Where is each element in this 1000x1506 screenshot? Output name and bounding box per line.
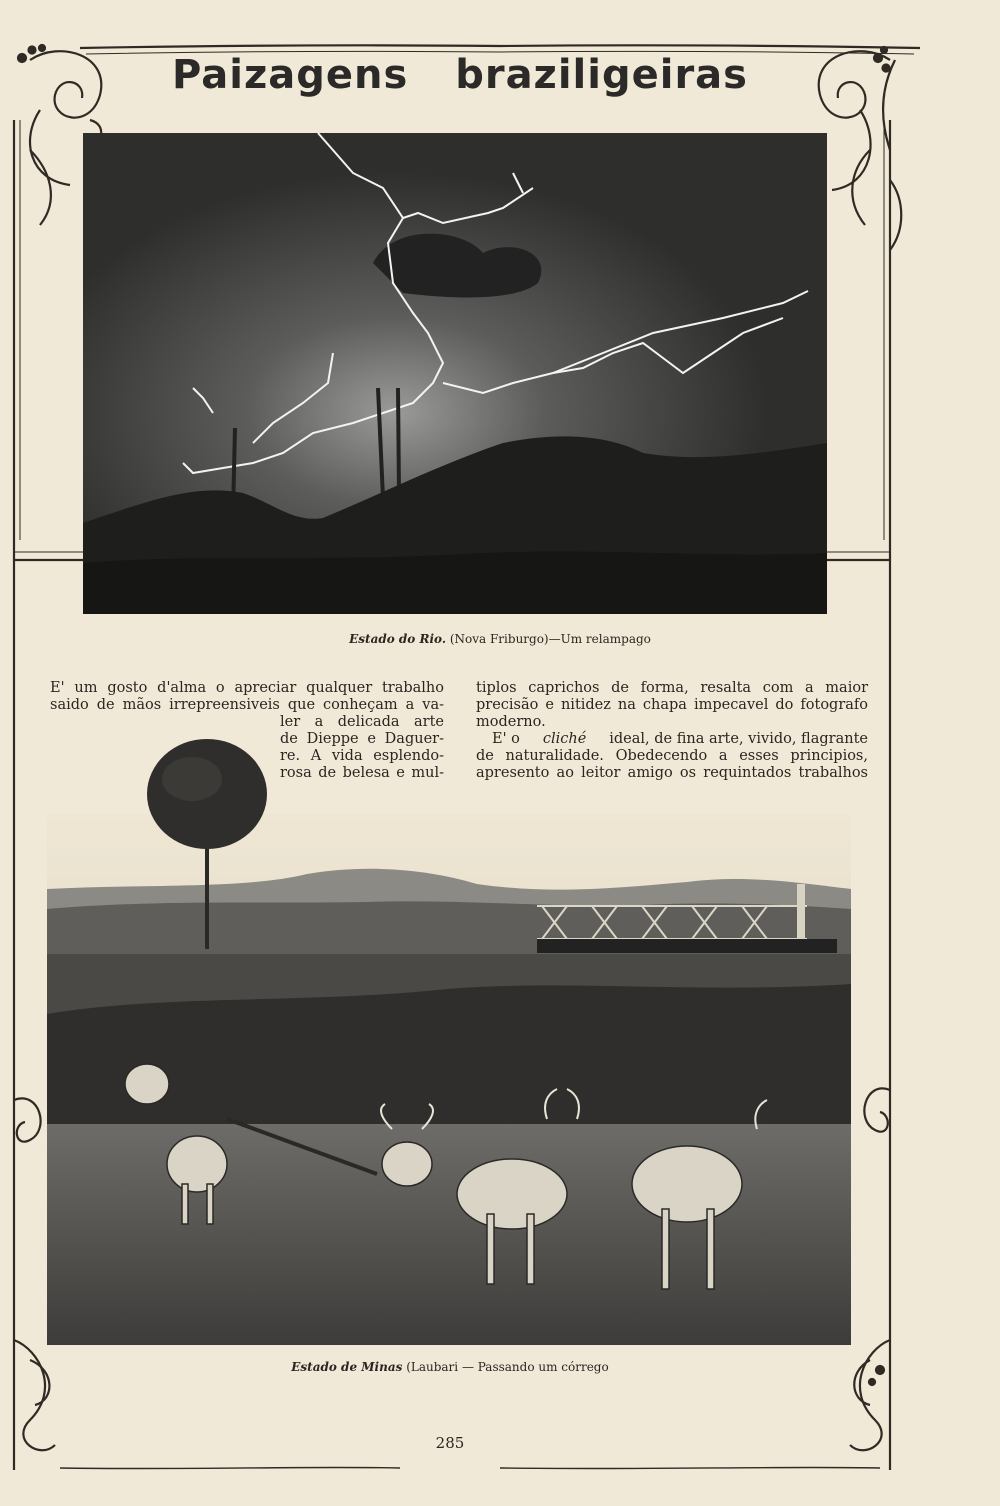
- article-line: apresento ao leitor amigo os requintados trabalhos: [476, 765, 868, 781]
- caption-place: Estado do Rio.: [349, 632, 446, 646]
- oxen-caption: [150, 1360, 750, 1374]
- oxen-photo: [47, 724, 851, 1345]
- caption-place: Estado de Minas: [291, 1360, 403, 1374]
- caption-text: (Nova Friburgo)—Um relampago: [449, 632, 651, 646]
- article-line: de naturalidade. Obedecendo a esses principios,: [476, 748, 868, 764]
- line-part: E' o: [492, 731, 520, 747]
- article-line: precisão e nitidez na chapa impecavel do fotografo: [476, 697, 868, 713]
- article-line: re. A vida esplendo-: [280, 748, 444, 764]
- page-title: Paizagens braziligeiras: [172, 52, 748, 98]
- page-number: 285: [435, 1434, 465, 1452]
- emphasis-cliche: cliché: [542, 731, 587, 747]
- article-line: tiplos caprichos de forma, resalta com a maior: [476, 680, 868, 696]
- article-line: E' um gosto d'alma o apreciar qualquer trabalho: [50, 680, 444, 696]
- lightning-caption: [200, 632, 800, 646]
- article-line: rosa de belesa e mul-: [280, 765, 444, 781]
- article-line: moderno.: [476, 714, 546, 730]
- line-part: ideal, de fina arte, vivido, flagrante: [609, 731, 868, 747]
- article-line: ler a delicada arte: [280, 714, 444, 730]
- article-line: de Dieppe e Daguer-: [280, 731, 444, 747]
- article-line: saido de mãos irrepreensiveis que conheçam a va-: [50, 697, 444, 713]
- caption-text: (Laubari — Passando um córrego: [406, 1360, 609, 1374]
- lightning-photo: [83, 133, 827, 614]
